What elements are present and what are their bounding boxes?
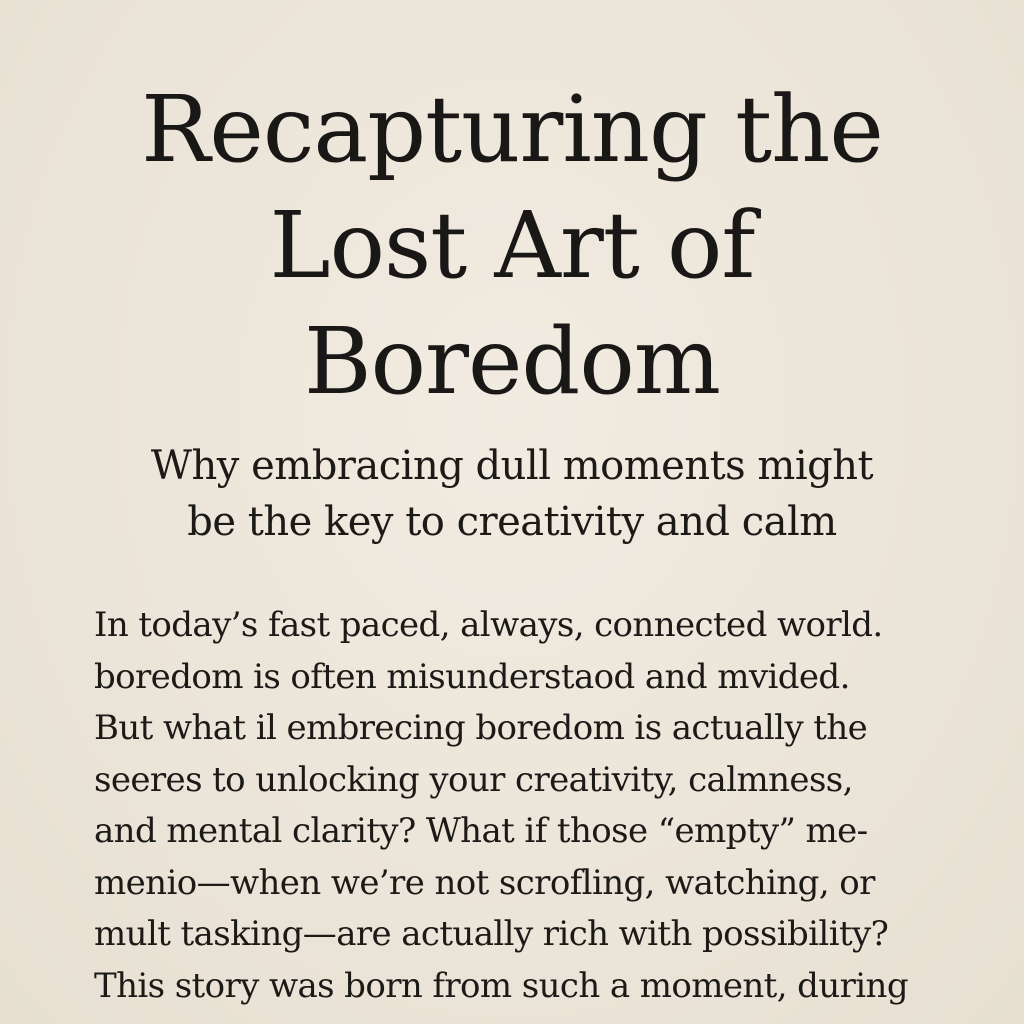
article-body [94, 600, 974, 1012]
article-subtitle [0, 438, 1024, 550]
body-line-2: boredom is often misunderstaod and mvided. [94, 656, 850, 697]
title-line-2: Lost Art of [269, 192, 755, 299]
subtitle-line-2: be the key to creativity and calm [187, 499, 837, 545]
body-line-6: menio—when we’re not scrofling, watching, or [94, 862, 875, 903]
title-line-3: Boredom [304, 308, 720, 415]
body-line-5: and mental clarity? What if those “empty” me- [94, 811, 868, 851]
body-line-1: In today’s fast paced, always, connected world. [94, 605, 883, 645]
body-line-7: mult tasking—are actually rich with possibility? [94, 914, 889, 954]
body-line-3: But what il embrecing boredom is actually the [94, 708, 868, 748]
title-line-1: Recapturing the [141, 76, 883, 183]
subtitle-line-1: Why embracing dull moments might [150, 443, 874, 489]
article-title [0, 72, 1024, 420]
body-line-8: This story was born from such a moment, during [94, 965, 908, 1006]
body-line-4: seeres to unlocking your creativity, calmness, [94, 759, 853, 800]
